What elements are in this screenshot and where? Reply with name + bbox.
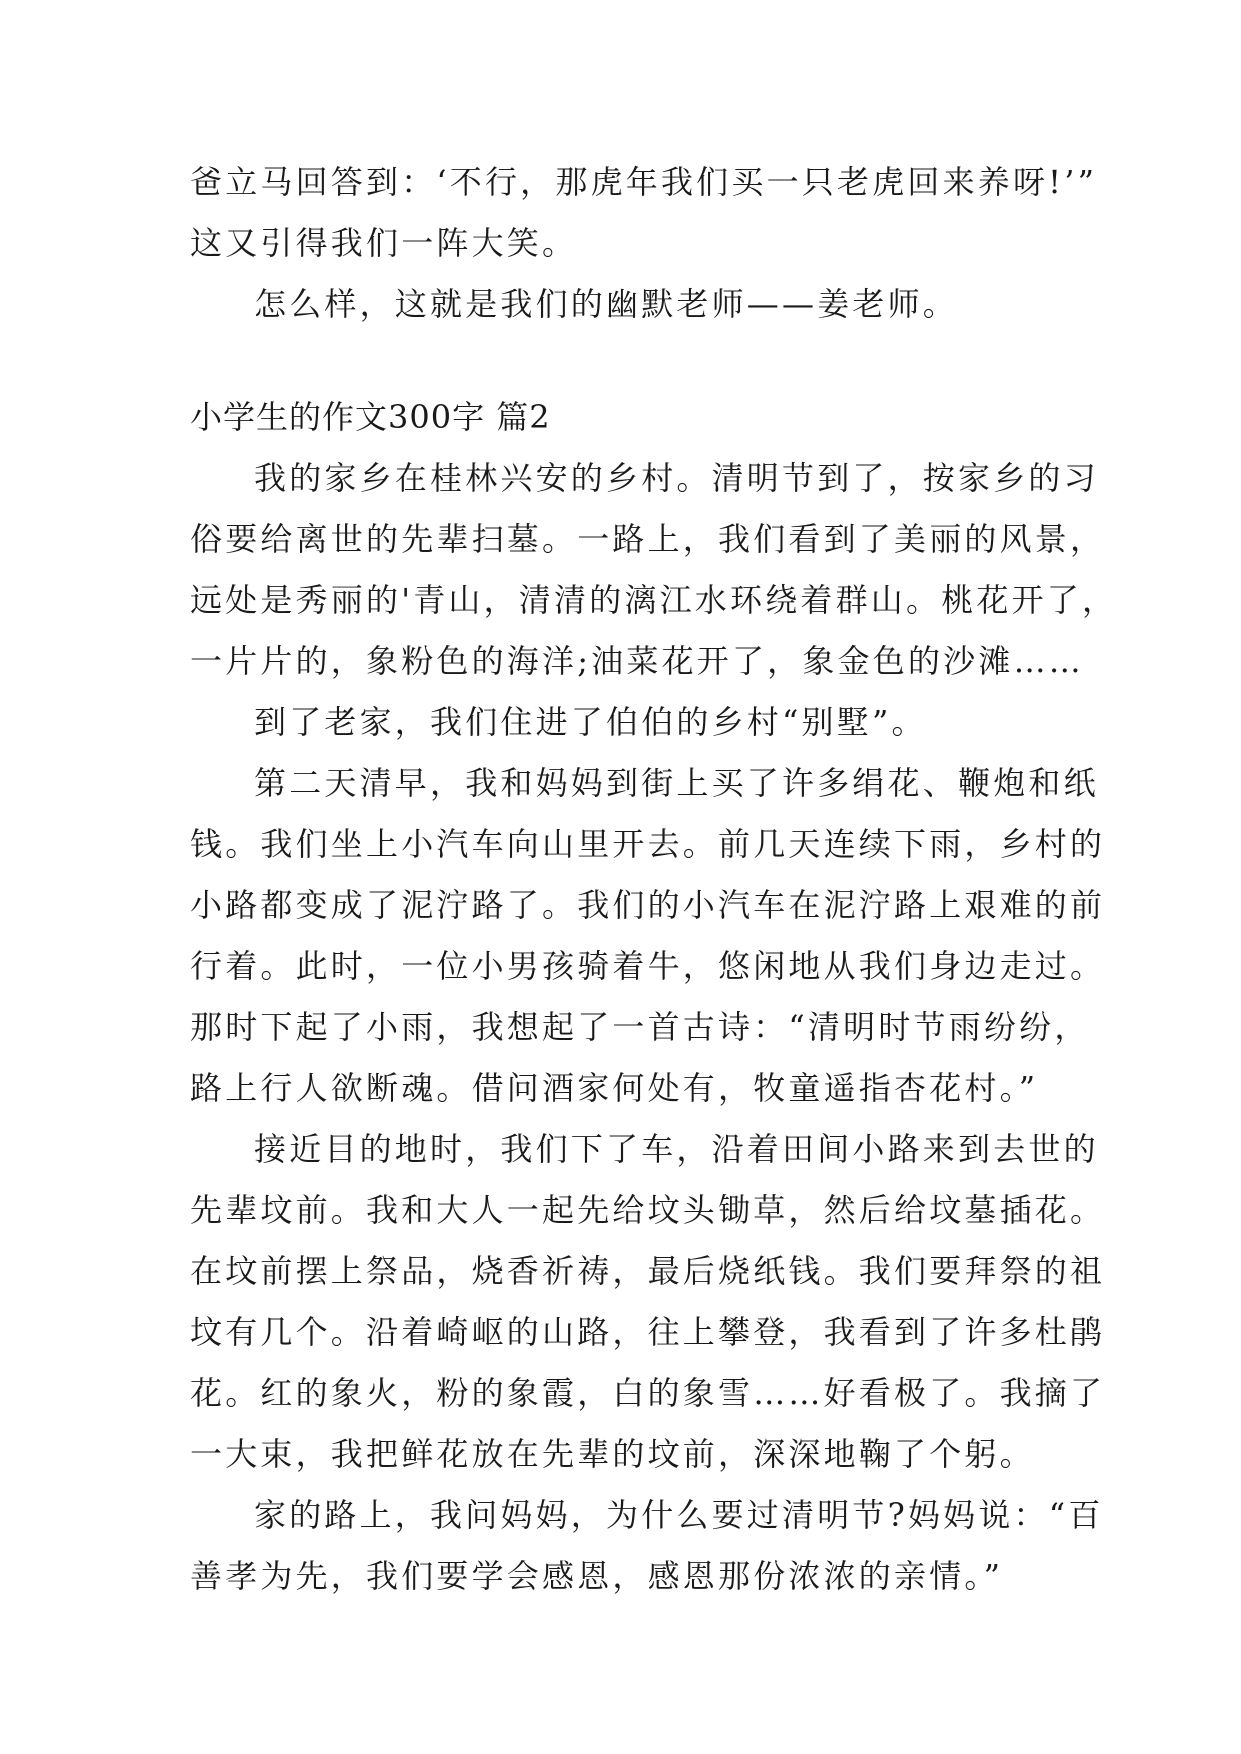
text-line: 到了老家，我们住进了伯伯的乡村“别墅”。	[254, 703, 927, 741]
text-line: 远处是秀丽的'青山，清清的漓江水环绕着群山。桃花开了，	[190, 581, 1118, 619]
paragraph	[190, 753, 1106, 1119]
text-line: 一大束，我把鲜花放在先辈的坟前，深深地鞠了个躬。	[190, 1435, 1035, 1473]
text-line: 那时下起了小雨，我想起了一首古诗：“清明时节雨纷纷，	[190, 1008, 1090, 1046]
text-line: 一片片的，象粉色的海洋;油菜花开了，象金色的沙滩……	[190, 642, 1084, 680]
text-line: 第二天清早，我和妈妈到街上买了许多绢花、鞭炮和纸	[254, 764, 1099, 802]
text-line: 花。红的象火，粉的象霞，白的象雪……好看极了。我摘了	[190, 1374, 1106, 1412]
text-line: 先辈坟前。我和大人一起先给坟头锄草，然后给坟墓插花。	[190, 1191, 1106, 1229]
paragraph	[190, 274, 1070, 335]
text-line: 这又引得我们一阵大笑。	[190, 224, 578, 262]
section-heading: 小学生的作文300字 篇2	[190, 398, 551, 436]
paragraph	[190, 1119, 1106, 1485]
text-line: 俗要给离世的先辈扫墓。一路上，我们看到了美丽的风景，	[190, 520, 1106, 558]
text-line: 行着。此时，一位小男孩骑着牛，悠闲地从我们身边走过。	[190, 947, 1106, 985]
text-line: 善孝为先，我们要学会感恩，感恩那份浓浓的亲情。”	[190, 1557, 1004, 1595]
text-line: 坟有几个。沿着崎岖的山路，往上攀登，我看到了许多杜鹃	[190, 1313, 1106, 1351]
text-line: 路上行人欲断魂。借问酒家何处有，牧童遥指杏花村。”	[190, 1069, 1039, 1107]
paragraph	[190, 1485, 1104, 1607]
text-line: 在坟前摆上祭品，烧香祈祷，最后烧纸钱。我们要拜祭的祖	[190, 1252, 1106, 1290]
text-line: 钱。我们坐上小汽车向山里开去。前几天连续下雨，乡村的	[190, 825, 1106, 863]
section-gap	[190, 335, 1070, 387]
text-line: 家的路上，我问妈妈，为什么要过清明节?妈妈说：“百	[254, 1496, 1104, 1534]
paragraph	[190, 152, 1098, 274]
text-line: 我的家乡在桂林兴安的乡村。清明节到了，按家乡的习	[254, 459, 1099, 497]
paragraph	[190, 448, 1118, 692]
text-line: 接近目的地时，我们下了车，沿着田间小路来到去世的	[254, 1130, 1099, 1168]
text-line: 小路都变成了泥泞路了。我们的小汽车在泥泞路上艰难的前	[190, 886, 1106, 924]
paragraph	[190, 692, 1070, 753]
text-line: 怎么样，这就是我们的幽默老师——姜老师。	[254, 285, 959, 323]
text-line: 爸立马回答到：‘不行，那虎年我们买一只老虎回来养呀!’”	[190, 163, 1098, 201]
document-body	[190, 152, 1118, 1607]
